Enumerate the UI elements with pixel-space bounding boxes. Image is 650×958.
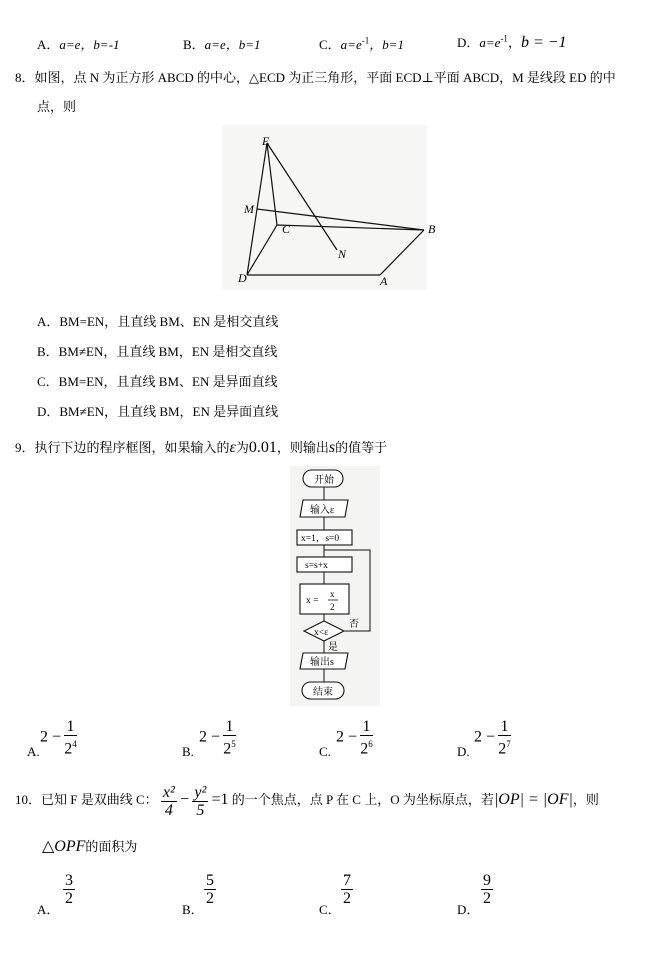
q7-option-c-exponent: -1: [361, 35, 370, 46]
q7-option-d-sep: ，: [507, 35, 521, 50]
q9-text-mid: 为: [235, 440, 249, 455]
q7-option-b[interactable]: [183, 34, 261, 53]
q9-option-d-den-base: 2: [498, 740, 507, 758]
q9-number: 9．: [15, 440, 35, 455]
q10-option-c-letter: C．: [319, 902, 341, 917]
q10-stem-line1: [15, 780, 599, 820]
q9-option-c-lead: 2 −: [336, 728, 358, 746]
q10-eq-x-den: 4: [164, 801, 173, 819]
q8-stem-line1: [15, 67, 616, 86]
q10-option-c-den: 2: [343, 890, 351, 907]
q9-flow-update-x-lhs: x =: [306, 596, 319, 606]
q10-option-b-den: 2: [206, 890, 214, 907]
q8-option-b[interactable]: B．BM≠EN，且直线 BM，EN 是相交直线: [37, 344, 278, 359]
q10-option-d-den: 2: [483, 890, 491, 907]
q10-option-a-letter: A．: [37, 902, 60, 917]
q9-option-b-num: 1: [223, 718, 236, 736]
q10-eq-x-num: x²: [162, 783, 175, 801]
q8-option-c[interactable]: C．BM=EN，且直线 BM、EN 是异面直线: [37, 374, 278, 389]
q8-option-a[interactable]: A．BM=EN，且直线 BM、EN 是相交直线: [37, 314, 279, 329]
q9-value: 0.01: [248, 439, 277, 456]
q9-option-a-den-base: 2: [64, 740, 73, 758]
q9-option-d-letter: D.: [457, 744, 470, 759]
q9-option-a-num: 1: [64, 718, 77, 736]
q9-text-post: 的值等于: [335, 440, 388, 455]
q10-text-pre: 已知 F 是双曲线 C：: [41, 792, 158, 807]
q8-figure: [222, 125, 436, 290]
q8-label-a: A: [380, 274, 388, 288]
q7-option-b-letter: B．: [183, 37, 205, 52]
q7-option-b-expr: a=e，b=1: [204, 37, 261, 52]
q9-option-a-lead: 2 −: [40, 728, 62, 746]
q8-label-m: M: [244, 202, 254, 216]
q10-text-post: ，则: [572, 792, 599, 807]
q8-number: 8．: [15, 70, 35, 85]
q10-number: 10．: [15, 792, 42, 807]
q9-text-mid2: ，则输出: [276, 440, 329, 455]
q9-epsilon: ε: [229, 439, 236, 456]
q10-eq-minus: −: [180, 791, 190, 808]
q9-flow-yes: 是: [328, 642, 338, 653]
q7-option-d-bvalue: b = −1: [520, 34, 567, 51]
q10-option-a-num: 3: [65, 872, 73, 889]
q10-stem-line2: [42, 836, 137, 856]
q10-eq-rhs: =1: [211, 791, 229, 808]
q9-option-b-lead: 2 −: [199, 728, 221, 746]
q10-option-d-num: 9: [483, 872, 491, 889]
q10-option-d-letter: D．: [457, 902, 480, 917]
q9-text-pre: 执行下边的程序框图，如果输入的: [34, 440, 230, 455]
q9-option-c-num: 1: [360, 718, 373, 736]
q9-s-symbol: s: [328, 439, 336, 456]
q9-flow-update-x-num: x: [330, 589, 335, 599]
q8-stem-line2: 点，则: [37, 99, 77, 114]
q8-label-c: C: [282, 222, 291, 236]
q7-option-d-exponent: -1: [500, 33, 508, 44]
q8-label-d: D: [238, 271, 247, 285]
q8-text: 如图，点 N 为正方形 ABCD 的中心，△ECD 为正三角形，平面 ECD⊥平面 ABCD，M 是线段 ED 的中: [34, 70, 616, 85]
q10-eq-y-den: 5: [196, 801, 205, 819]
q10-option-b-letter: B．: [182, 902, 204, 917]
q7-option-a[interactable]: [37, 34, 120, 53]
q9-flow-output: 输出s: [310, 657, 334, 668]
q9-option-c-den-base: 2: [360, 740, 369, 758]
q10-text-mid: 的一个焦点，点 P 在 C 上，O 为坐标原点，若: [231, 792, 494, 807]
q8-label-n: N: [338, 247, 347, 261]
q9-option-c-den-exp: 6: [368, 739, 373, 749]
q9-option-d-num: 1: [498, 718, 511, 736]
q8-label-b: B: [428, 222, 436, 236]
q9-flow-no: 否: [349, 619, 359, 630]
q10-triangle: △OPF: [42, 838, 86, 855]
q7-option-a-letter: A．: [37, 37, 60, 52]
q7-option-d[interactable]: [457, 32, 567, 52]
q9-flow-cond: x<ε: [314, 628, 329, 638]
q10-option-c-num: 7: [343, 872, 351, 889]
q9-stem: [15, 437, 387, 457]
q9-flow-input: 输入ε: [310, 505, 335, 516]
q10-line2-text: 的面积为: [85, 839, 138, 854]
q7-option-c[interactable]: [319, 34, 404, 53]
q10-abs-equation: |OP| = |OF|: [493, 791, 573, 808]
q10-option-a-den: 2: [65, 890, 73, 907]
q9-option-b-den-exp: 5: [231, 739, 236, 749]
q7-option-c-expr-tail: ，b=1: [369, 37, 404, 52]
q10-option-b-num: 5: [206, 872, 214, 889]
q9-flow-end: 结束: [313, 687, 333, 698]
q9-flowchart: [290, 466, 380, 706]
q9-flow-start: 开始: [314, 475, 334, 486]
q9-option-a-letter: A.: [27, 744, 40, 759]
q9-flow-update-x-den: 2: [330, 602, 335, 612]
q7-option-d-letter: D．: [457, 35, 480, 50]
q7-option-d-expr: a=e: [479, 35, 501, 50]
q9-option-b-den-base: 2: [223, 740, 232, 758]
q8-option-d[interactable]: D．BM≠EN，且直线 BM，EN 是异面直线: [37, 404, 279, 419]
q9-option-a-den-exp: 4: [72, 739, 77, 749]
q9-flow-init: x=1，s=0: [301, 534, 340, 544]
q9-option-c-letter: C.: [319, 744, 331, 759]
q7-option-c-letter: C．: [319, 37, 341, 52]
q9-option-b-letter: B.: [182, 744, 194, 759]
q9-flow-update-s: s=s+x: [305, 561, 328, 571]
q7-option-a-expr: a=e，b=-1: [59, 37, 120, 52]
q7-option-c-expr: a=e: [340, 37, 362, 52]
q9-option-d-den-exp: 7: [506, 739, 511, 749]
q9-option-d-lead: 2 −: [474, 728, 496, 746]
q8-label-e: E: [262, 134, 270, 148]
q10-eq-y-num: y²: [194, 783, 207, 801]
